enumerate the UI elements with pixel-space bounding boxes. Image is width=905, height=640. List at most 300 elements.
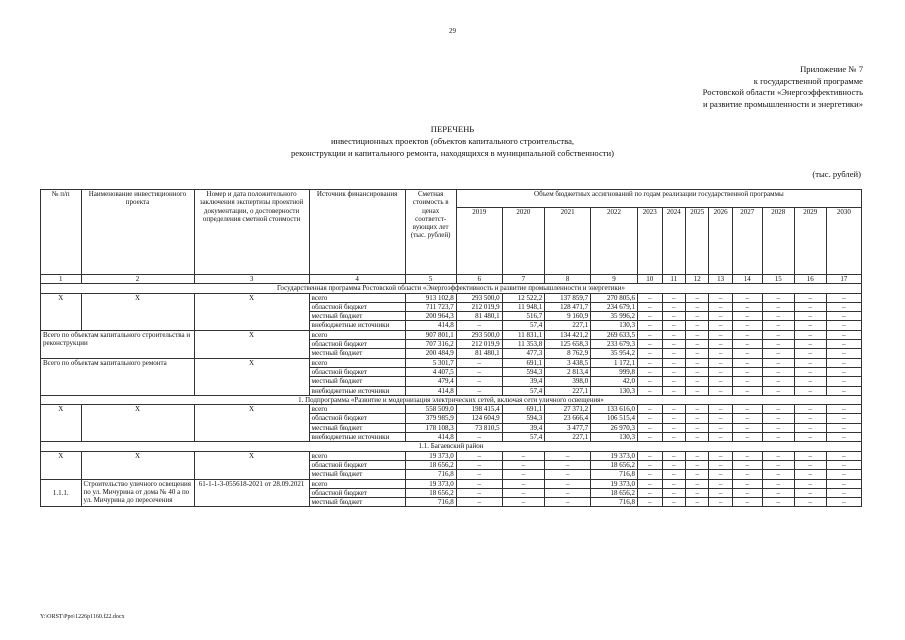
column-number: 15 <box>762 275 794 284</box>
dash-cell: – <box>794 498 826 507</box>
dash-cell: – <box>709 377 732 386</box>
table-row <box>41 358 862 367</box>
dash-cell: – <box>794 349 826 358</box>
value-cell: 398,0 <box>545 377 591 386</box>
value-cell: 379 985,9 <box>405 414 456 423</box>
item-name: Строительство уличного освещения по ул. Мичурина от дома № 40 а по ул. Мичурина до пересечения <box>81 479 194 507</box>
value-cell: 42,0 <box>591 377 638 386</box>
x-mark: X <box>194 405 309 442</box>
dash-cell: – <box>638 479 663 488</box>
dash-cell: – <box>826 321 861 330</box>
value-cell: 716,8 <box>405 498 456 507</box>
value-cell: 414,8 <box>405 433 456 442</box>
value-cell: 293 500,0 <box>456 330 502 339</box>
year-cell: 2022 <box>591 208 638 275</box>
value-cell: 11 831,1 <box>502 330 545 339</box>
value-cell: 19 373,0 <box>405 479 456 488</box>
column-number: 3 <box>194 275 309 284</box>
header-cost: Сметная стоимость в ценах соответст-вующих лет (тыс. рублей) <box>405 190 456 275</box>
file-path-footer: Y:\ORST\Ppo\1226p1160.f22.docx <box>40 614 125 620</box>
section-row-district <box>41 442 862 451</box>
investment-projects-table <box>40 189 862 507</box>
value-cell: 19 373,0 <box>405 451 456 460</box>
value-cell: 19 373,0 <box>591 451 638 460</box>
value-cell: 81 480,1 <box>456 312 502 321</box>
value-cell: 8 762,9 <box>545 349 591 358</box>
year-cell: 2020 <box>502 208 545 275</box>
year-cell: 2024 <box>662 208 685 275</box>
dash-cell: – <box>685 349 708 358</box>
header-num: № п/п <box>41 190 82 275</box>
value-cell: – <box>456 321 502 330</box>
value-cell: – <box>502 460 545 469</box>
value-cell: 11 353,8 <box>502 340 545 349</box>
column-number: 1 <box>41 275 82 284</box>
dash-cell: – <box>826 488 861 497</box>
value-cell: 137 859,7 <box>545 293 591 302</box>
source-cell: всего <box>309 479 405 488</box>
value-cell: 227,1 <box>545 386 591 395</box>
dash-cell: – <box>794 321 826 330</box>
x-mark: X <box>81 451 194 479</box>
value-cell: 594,3 <box>502 414 545 423</box>
dash-cell: – <box>794 330 826 339</box>
dash-cell: – <box>638 386 663 395</box>
value-cell: – <box>502 488 545 497</box>
dash-cell: – <box>732 470 762 479</box>
dash-cell: – <box>826 405 861 414</box>
value-cell: – <box>502 470 545 479</box>
dash-cell: – <box>638 433 663 442</box>
value-cell: – <box>456 433 502 442</box>
dash-cell: – <box>826 433 861 442</box>
value-cell: 39,4 <box>502 377 545 386</box>
dash-cell: – <box>732 377 762 386</box>
dash-cell: – <box>826 367 861 376</box>
dash-cell: – <box>662 386 685 395</box>
program-title: Государственная программа Ростовской области «Энергоэффективность и развитие промышленности и энергетики» <box>41 284 862 293</box>
dash-cell: – <box>685 405 708 414</box>
dash-cell: – <box>826 498 861 507</box>
dash-cell: – <box>709 405 732 414</box>
value-cell: 57,4 <box>502 386 545 395</box>
value-cell: 414,8 <box>405 321 456 330</box>
page-number: 29 <box>449 27 456 35</box>
dash-cell: – <box>762 470 794 479</box>
dash-cell: – <box>794 312 826 321</box>
dash-cell: – <box>638 358 663 367</box>
dash-cell: – <box>732 488 762 497</box>
dash-cell: – <box>638 312 663 321</box>
appendix-line: и развитие промышленности и энергетики» <box>702 98 863 109</box>
table-row <box>41 405 862 414</box>
dash-cell: – <box>709 488 732 497</box>
x-mark: X <box>41 451 82 479</box>
section-row-program <box>41 284 862 293</box>
dash-cell: – <box>794 377 826 386</box>
dash-cell: – <box>709 451 732 460</box>
source-cell: всего <box>309 293 405 302</box>
source-cell: областной бюджет <box>309 367 405 376</box>
dash-cell: – <box>638 498 663 507</box>
column-number: 4 <box>309 275 405 284</box>
dash-cell: – <box>826 293 861 302</box>
dash-cell: – <box>826 349 861 358</box>
table-row <box>41 451 862 460</box>
item-number: 1.1.1. <box>41 479 82 507</box>
value-cell: 716,8 <box>591 498 638 507</box>
value-cell: 711 723,7 <box>405 302 456 311</box>
dash-cell: – <box>732 358 762 367</box>
value-cell: 130,3 <box>591 386 638 395</box>
year-cell: 2030 <box>826 208 861 275</box>
dash-cell: – <box>794 340 826 349</box>
dash-cell: – <box>826 340 861 349</box>
value-cell: 57,4 <box>502 433 545 442</box>
value-cell: – <box>456 367 502 376</box>
dash-cell: – <box>638 405 663 414</box>
subprogram-title: 1. Подпрограмма «Развитие и модернизация электрических сетей, включая сети уличного освещения» <box>41 395 862 404</box>
header-name: Наименование инвестиционного проекта <box>81 190 194 275</box>
header-row <box>41 190 862 208</box>
dash-cell: – <box>685 423 708 432</box>
column-number: 7 <box>502 275 545 284</box>
value-cell: 594,3 <box>502 367 545 376</box>
dash-cell: – <box>762 460 794 469</box>
value-cell: 477,3 <box>502 349 545 358</box>
dash-cell: – <box>685 470 708 479</box>
value-cell: 178 108,3 <box>405 423 456 432</box>
dash-cell: – <box>685 414 708 423</box>
dash-cell: – <box>638 293 663 302</box>
value-cell: 234 679,1 <box>591 302 638 311</box>
dash-cell: – <box>762 498 794 507</box>
value-cell: – <box>456 470 502 479</box>
dash-cell: – <box>662 340 685 349</box>
value-cell: – <box>456 488 502 497</box>
dash-cell: – <box>709 460 732 469</box>
x-mark: X <box>194 330 309 358</box>
value-cell: 12 522,2 <box>502 293 545 302</box>
value-cell: 81 480,1 <box>456 349 502 358</box>
x-mark: X <box>81 405 194 442</box>
units-label: (тыс. рублей) <box>812 169 861 179</box>
dash-cell: – <box>762 312 794 321</box>
dash-cell: – <box>794 479 826 488</box>
dash-cell: – <box>709 312 732 321</box>
x-mark: X <box>41 405 82 442</box>
year-cell: 2019 <box>456 208 502 275</box>
value-cell: 3 438,5 <box>545 358 591 367</box>
value-cell: 479,4 <box>405 377 456 386</box>
value-cell: 200 964,3 <box>405 312 456 321</box>
dash-cell: – <box>732 367 762 376</box>
dash-cell: – <box>826 470 861 479</box>
value-cell: 691,1 <box>502 358 545 367</box>
dash-cell: – <box>685 340 708 349</box>
value-cell: – <box>545 498 591 507</box>
year-cell: 2025 <box>685 208 708 275</box>
value-cell: 913 102,8 <box>405 293 456 302</box>
dash-cell: – <box>826 377 861 386</box>
source-cell: местный бюджет <box>309 423 405 432</box>
value-cell: 233 679,3 <box>591 340 638 349</box>
dash-cell: – <box>662 302 685 311</box>
source-cell: внебюджетные источники <box>309 321 405 330</box>
dash-cell: – <box>732 312 762 321</box>
column-number: 6 <box>456 275 502 284</box>
dash-cell: – <box>709 386 732 395</box>
value-cell: 18 656,2 <box>405 488 456 497</box>
dash-cell: – <box>794 488 826 497</box>
value-cell: 39,4 <box>502 423 545 432</box>
dash-cell: – <box>709 367 732 376</box>
column-number: 9 <box>591 275 638 284</box>
dash-cell: – <box>732 414 762 423</box>
dash-cell: – <box>662 377 685 386</box>
dash-cell: – <box>732 423 762 432</box>
dash-cell: – <box>794 386 826 395</box>
dash-cell: – <box>685 479 708 488</box>
dash-cell: – <box>662 349 685 358</box>
dash-cell: – <box>732 479 762 488</box>
header-source: Источник финансирования <box>309 190 405 275</box>
dash-cell: – <box>732 386 762 395</box>
value-cell: 125 658,3 <box>545 340 591 349</box>
dash-cell: – <box>638 488 663 497</box>
dash-cell: – <box>826 330 861 339</box>
dash-cell: – <box>794 358 826 367</box>
value-cell: 19 373,0 <box>591 479 638 488</box>
value-cell: 716,8 <box>405 470 456 479</box>
value-cell: 18 656,2 <box>405 460 456 469</box>
dash-cell: – <box>662 405 685 414</box>
value-cell: 128 471,7 <box>545 302 591 311</box>
value-cell: – <box>456 377 502 386</box>
source-cell: всего <box>309 330 405 339</box>
dash-cell: – <box>826 386 861 395</box>
dash-cell: – <box>826 451 861 460</box>
dash-cell: – <box>685 302 708 311</box>
column-number: 2 <box>81 275 194 284</box>
dash-cell: – <box>762 433 794 442</box>
value-cell: – <box>502 451 545 460</box>
table-row <box>41 330 862 339</box>
value-cell: 9 160,9 <box>545 312 591 321</box>
dash-cell: – <box>826 479 861 488</box>
year-cell: 2027 <box>732 208 762 275</box>
dash-cell: – <box>662 358 685 367</box>
document-title: ПЕРЕЧЕНЬ <box>430 124 475 134</box>
dash-cell: – <box>732 293 762 302</box>
column-number: 10 <box>638 275 663 284</box>
column-number: 16 <box>794 275 826 284</box>
dash-cell: – <box>826 414 861 423</box>
source-cell: областной бюджет <box>309 340 405 349</box>
dash-cell: – <box>732 340 762 349</box>
dash-cell: – <box>762 293 794 302</box>
value-cell: 716,8 <box>591 470 638 479</box>
value-cell: 27 371,2 <box>545 405 591 414</box>
value-cell: 212 019,9 <box>456 302 502 311</box>
dash-cell: – <box>732 405 762 414</box>
dash-cell: – <box>762 330 794 339</box>
dash-cell: – <box>638 340 663 349</box>
dash-cell: – <box>826 302 861 311</box>
value-cell: 35 996,2 <box>591 312 638 321</box>
value-cell: 134 421,2 <box>545 330 591 339</box>
all-repair-label: Всего по объектам капитального ремонта <box>41 358 195 395</box>
dash-cell: – <box>762 405 794 414</box>
dash-cell: – <box>794 302 826 311</box>
year-cell: 2029 <box>794 208 826 275</box>
dash-cell: – <box>638 470 663 479</box>
dash-cell: – <box>662 479 685 488</box>
dash-cell: – <box>732 433 762 442</box>
dash-cell: – <box>762 451 794 460</box>
source-cell: всего <box>309 358 405 367</box>
dash-cell: – <box>794 460 826 469</box>
dash-cell: – <box>685 498 708 507</box>
dash-cell: – <box>638 414 663 423</box>
dash-cell: – <box>685 386 708 395</box>
dash-cell: – <box>762 488 794 497</box>
value-cell: 200 484,9 <box>405 349 456 358</box>
value-cell: 558 509,0 <box>405 405 456 414</box>
source-cell: всего <box>309 451 405 460</box>
dash-cell: – <box>685 433 708 442</box>
dash-cell: – <box>826 358 861 367</box>
dash-cell: – <box>794 433 826 442</box>
appendix-line: Приложение № 7 <box>800 64 863 74</box>
value-cell: – <box>545 488 591 497</box>
dash-cell: – <box>709 358 732 367</box>
x-mark: X <box>194 358 309 395</box>
dash-cell: – <box>662 414 685 423</box>
value-cell: 106 515,4 <box>591 414 638 423</box>
column-number: 5 <box>405 275 456 284</box>
dash-cell: – <box>662 498 685 507</box>
dash-cell: – <box>732 302 762 311</box>
x-mark: X <box>194 293 309 330</box>
source-cell: областной бюджет <box>309 414 405 423</box>
dash-cell: – <box>762 414 794 423</box>
document-subtitle: реконструкции и капитального ремонта, находящихся в муниципальной собственности) <box>291 148 614 158</box>
dash-cell: – <box>732 460 762 469</box>
dash-cell: – <box>638 349 663 358</box>
dash-cell: – <box>794 470 826 479</box>
value-cell: 130,3 <box>591 433 638 442</box>
dash-cell: – <box>794 414 826 423</box>
source-cell: областной бюджет <box>309 302 405 311</box>
dash-cell: – <box>762 302 794 311</box>
appendix-line: Ростовской области «Энергоэффективность <box>702 87 863 97</box>
source-cell: областной бюджет <box>309 460 405 469</box>
dash-cell: – <box>662 312 685 321</box>
dash-cell: – <box>732 349 762 358</box>
dash-cell: – <box>638 321 663 330</box>
value-cell: – <box>456 451 502 460</box>
source-cell: местный бюджет <box>309 377 405 386</box>
value-cell: – <box>456 498 502 507</box>
dash-cell: – <box>762 367 794 376</box>
value-cell: 57,4 <box>502 321 545 330</box>
value-cell: 124 604,9 <box>456 414 502 423</box>
dash-cell: – <box>826 460 861 469</box>
dash-cell: – <box>685 451 708 460</box>
dash-cell: – <box>762 377 794 386</box>
dash-cell: – <box>794 367 826 376</box>
value-cell: 999,8 <box>591 367 638 376</box>
dash-cell: – <box>709 349 732 358</box>
item-expertise: 61-1-1-3-055618-2021 от 28.09.2021 <box>194 479 309 507</box>
document-subtitle: инвестиционных проектов (объектов капитального строительства, <box>330 136 575 146</box>
column-number: 8 <box>545 275 591 284</box>
dash-cell: – <box>709 414 732 423</box>
column-number: 11 <box>662 275 685 284</box>
dash-cell: – <box>709 340 732 349</box>
value-cell: 2 813,4 <box>545 367 591 376</box>
dash-cell: – <box>685 312 708 321</box>
dash-cell: – <box>662 460 685 469</box>
dash-cell: – <box>685 367 708 376</box>
dash-cell: – <box>685 293 708 302</box>
column-number: 17 <box>826 275 861 284</box>
value-cell: – <box>456 479 502 488</box>
value-cell: 26 970,3 <box>591 423 638 432</box>
dash-cell: – <box>762 479 794 488</box>
dash-cell: – <box>685 460 708 469</box>
dash-cell: – <box>662 293 685 302</box>
dash-cell: – <box>709 330 732 339</box>
value-cell: – <box>545 470 591 479</box>
value-cell: 227,1 <box>545 433 591 442</box>
dash-cell: – <box>662 367 685 376</box>
dash-cell: – <box>685 358 708 367</box>
dash-cell: – <box>762 321 794 330</box>
dash-cell: – <box>709 321 732 330</box>
dash-cell: – <box>826 312 861 321</box>
source-cell: местный бюджет <box>309 498 405 507</box>
section-row-subprogram <box>41 395 862 404</box>
dash-cell: – <box>794 451 826 460</box>
value-cell: – <box>545 451 591 460</box>
dash-cell: – <box>662 321 685 330</box>
source-cell: местный бюджет <box>309 349 405 358</box>
year-cell: 2026 <box>709 208 732 275</box>
column-number: 13 <box>709 275 732 284</box>
year-cell: 2023 <box>638 208 663 275</box>
dash-cell: – <box>709 293 732 302</box>
dash-cell: – <box>762 340 794 349</box>
appendix-header <box>703 64 863 110</box>
value-cell: – <box>456 358 502 367</box>
header-expertise: Номер и дата положительного заключения экспертизы проектной документации, о достоверности определения сметной стоимости <box>194 190 309 275</box>
value-cell: 691,1 <box>502 405 545 414</box>
dash-cell: – <box>732 451 762 460</box>
dash-cell: – <box>794 423 826 432</box>
dash-cell: – <box>762 358 794 367</box>
value-cell: 11 948,1 <box>502 302 545 311</box>
dash-cell: – <box>826 423 861 432</box>
appendix-line: к государственной программе <box>753 75 863 86</box>
dash-cell: – <box>638 367 663 376</box>
value-cell: 269 633,5 <box>591 330 638 339</box>
all-construction-label: Всего по объектам капитального строительства и реконструкции <box>41 330 195 358</box>
source-cell: областной бюджет <box>309 488 405 497</box>
year-cell: 2028 <box>762 208 794 275</box>
value-cell: 35 954,2 <box>591 349 638 358</box>
